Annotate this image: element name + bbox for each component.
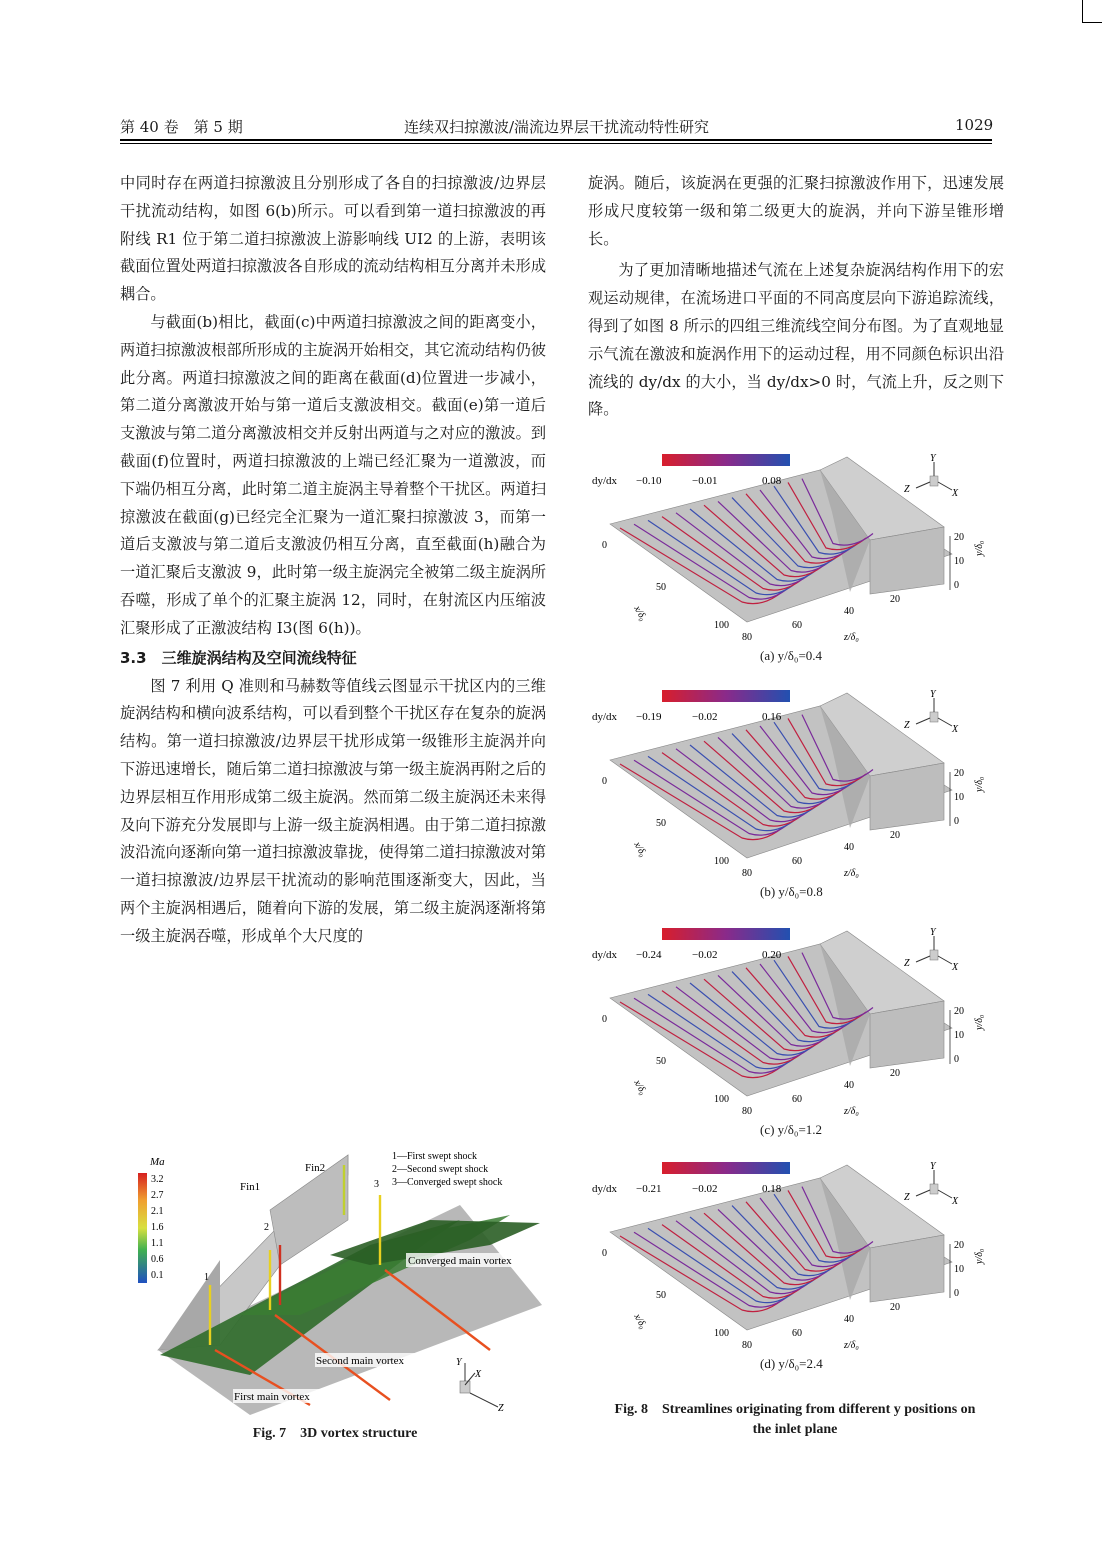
svg-text:2.1: 2.1 bbox=[151, 1206, 164, 1217]
svg-text:Y: Y bbox=[930, 453, 936, 464]
svg-text:X: X bbox=[475, 1369, 482, 1380]
x-axis-label: x/δ₀ bbox=[631, 840, 649, 859]
paragraph: 旋涡。随后，该旋涡在更强的汇聚扫掠激波作用下，迅速发展形成尺度较第一级和第二级更大的旋涡，并向下游呈锥形增长。 bbox=[588, 174, 1004, 248]
x-axis-label: x/δ₀ bbox=[631, 604, 649, 623]
y-tick: 0 bbox=[954, 1054, 959, 1065]
dydx-label: dy/dx bbox=[592, 475, 618, 487]
z-tick: 80 bbox=[742, 868, 752, 879]
svg-text:Y: Y bbox=[930, 689, 936, 700]
x-tick: 50 bbox=[656, 1290, 666, 1301]
dydx-value: 0.18 bbox=[762, 1183, 782, 1195]
dydx-colorbar bbox=[662, 690, 790, 702]
x-tick: 50 bbox=[656, 1056, 666, 1067]
svg-text:Y: Y bbox=[930, 927, 936, 938]
x-tick: 50 bbox=[656, 818, 666, 829]
section-heading: 3.3 三维旋涡结构及空间流线特征 bbox=[120, 648, 357, 667]
z-tick: 40 bbox=[844, 842, 854, 853]
paragraph: 为了更加清晰地描述气流在上述复杂旋涡结构作用下的宏观运动规律，在流场进口平面的不同高度层向下游追踪流线，得到了如图 8 所示的四组三维流线空间分布图。为了直观地显示气流在激波和旋涡作用下的运动过程，用不同颜色标识出沿流线的 dy/dx 的大小，当 dy/dx>0 时，气流上升，反之则下降。 bbox=[588, 261, 1004, 419]
x-tick: 50 bbox=[656, 582, 666, 593]
dydx-value: −0.01 bbox=[692, 475, 718, 487]
fig7-axis-triad bbox=[456, 1357, 504, 1414]
second-vortex-label: Second main vortex bbox=[316, 1355, 404, 1367]
z-axis-label: z/δ₀ bbox=[844, 1106, 859, 1117]
svg-text:1—First swept shock: 1—First swept shock bbox=[392, 1151, 477, 1162]
shock-key bbox=[392, 1151, 502, 1188]
dydx-label: dy/dx bbox=[592, 711, 618, 723]
x-tick: 0 bbox=[602, 1014, 607, 1025]
y-tick: 0 bbox=[954, 816, 959, 827]
y-tick: 10 bbox=[954, 556, 964, 567]
y-tick: 20 bbox=[954, 532, 964, 543]
svg-text:Z: Z bbox=[904, 484, 910, 495]
svg-text:Z: Z bbox=[904, 958, 910, 969]
header-title: 连续双扫掠激波/湍流边界层干扰流动特性研究 bbox=[404, 118, 710, 136]
svg-text:1.6: 1.6 bbox=[151, 1222, 164, 1233]
z-tick: 60 bbox=[792, 1328, 802, 1339]
z-tick: 40 bbox=[844, 1314, 854, 1325]
z-tick: 60 bbox=[792, 620, 802, 631]
fig8-subcaption: (b) y/δ₀=0.8 bbox=[760, 884, 823, 899]
svg-text:3—Converged swept shock: 3—Converged swept shock bbox=[392, 1177, 503, 1188]
header-volume: 第 40 卷 第 5 期 bbox=[120, 118, 243, 136]
z-tick: 60 bbox=[792, 1094, 802, 1105]
y-axis-label: y/δ₀ bbox=[974, 1248, 985, 1264]
y-tick: 20 bbox=[954, 768, 964, 779]
fig8-subcaption: (a) y/δ₀=0.4 bbox=[760, 648, 823, 663]
svg-text:Z: Z bbox=[904, 720, 910, 731]
y-tick: 10 bbox=[954, 792, 964, 803]
y-tick: 0 bbox=[954, 580, 959, 591]
converged-vortex-label: Converged main vortex bbox=[408, 1255, 512, 1267]
z-tick: 40 bbox=[844, 606, 854, 617]
y-axis-label: y/δ₀ bbox=[974, 1014, 985, 1030]
crop-mark bbox=[1082, 22, 1102, 23]
y-tick: 20 bbox=[954, 1006, 964, 1017]
svg-text:X: X bbox=[952, 1196, 959, 1207]
dydx-colorbar bbox=[662, 928, 790, 940]
paragraph: 中同时存在两道扫掠激波且分别形成了各自的扫掠激波/边界层干扰流动结构，如图 6(b)所示。可以看到第一道扫掠激波的再附线 R1 位于第二道扫掠激波上游影响线 UI2 的上游，表明该截面位置处两道扫掠激波各自形成的流动结构相互分离并未形成耦合。 bbox=[120, 174, 546, 304]
svg-text:X: X bbox=[952, 488, 959, 499]
fig8-caption-line2: the inlet plane bbox=[752, 1422, 838, 1437]
svg-text:2—Second swept shock: 2—Second swept shock bbox=[392, 1164, 489, 1175]
svg-text:X: X bbox=[952, 724, 959, 735]
x-axis-label: x/δ₀ bbox=[631, 1312, 649, 1331]
x-tick: 0 bbox=[602, 1248, 607, 1259]
x-tick: 100 bbox=[714, 856, 729, 867]
paragraph: 图 7 利用 Q 准则和马赫数等值线云图显示干扰区内的三维旋涡结构和横向波系结构，可以看到整个干扰区存在复杂的旋涡结构。第一道扫掠激波/边界层干扰形成第一级锥形主旋涡并向下游迅速增长，随后第二道扫掠激波与第一级主旋涡再附之后的边界层相互作用形成第二级主旋涡。然而第二级主旋涡还未来得及向下游充分发展即与上游一级主旋涡相遇。由于第二道扫掠激波沿流向逐渐向第一道扫掠激波靠拢，使得第二道扫掠激波对第一道扫掠激波/边界层干扰流动的影响范围逐渐变大，因此，当两个主旋涡相遇后，随着向下游的发展，第二级主旋涡逐渐将第一级主旋涡吞噬，形成单个大尺度的 bbox=[120, 676, 546, 945]
fig8-subcaption: (c) y/δ₀=1.2 bbox=[760, 1122, 823, 1137]
fig8-panel bbox=[592, 452, 1012, 657]
fig8-caption-line1: Fig. 8 Streamlines originating from different y positions on bbox=[614, 1402, 976, 1417]
y-axis-label: y/δ₀ bbox=[974, 540, 985, 556]
svg-text:Z: Z bbox=[904, 1192, 910, 1203]
dydx-colorbar bbox=[662, 454, 790, 466]
z-tick: 80 bbox=[742, 1340, 752, 1351]
shock-number-1: 1 bbox=[204, 1272, 209, 1283]
y-tick: 10 bbox=[954, 1030, 964, 1041]
svg-text:2.7: 2.7 bbox=[151, 1190, 164, 1201]
svg-text:X: X bbox=[952, 962, 959, 973]
left-column bbox=[120, 170, 546, 951]
axis-triad bbox=[904, 453, 959, 499]
fig8-panel bbox=[592, 1160, 1012, 1365]
z-tick: 20 bbox=[890, 830, 900, 841]
ma-legend-values bbox=[151, 1174, 164, 1281]
x-tick: 100 bbox=[714, 620, 729, 631]
dydx-value: −0.21 bbox=[636, 1183, 662, 1195]
dydx-value: −0.24 bbox=[636, 949, 662, 961]
dydx-value: −0.10 bbox=[636, 475, 662, 487]
dydx-value: −0.02 bbox=[692, 711, 718, 723]
dydx-colorbar bbox=[662, 1162, 790, 1174]
z-axis-label: z/δ₀ bbox=[844, 1340, 859, 1351]
svg-text:3.2: 3.2 bbox=[151, 1174, 164, 1185]
right-column bbox=[588, 170, 1004, 424]
fig8-panel bbox=[592, 688, 1012, 893]
z-axis-label: z/δ₀ bbox=[844, 632, 859, 643]
fig7-caption: Fig. 7 3D vortex structure bbox=[252, 1426, 418, 1441]
dydx-value: 0.20 bbox=[762, 949, 782, 961]
page-number: 1029 bbox=[955, 116, 994, 134]
z-axis-label: z/δ₀ bbox=[844, 868, 859, 879]
fin2-label: Fin2 bbox=[305, 1162, 326, 1174]
y-tick: 10 bbox=[954, 1264, 964, 1275]
dydx-value: −0.19 bbox=[636, 711, 662, 723]
svg-text:0.6: 0.6 bbox=[151, 1254, 164, 1265]
svg-text:0.1: 0.1 bbox=[151, 1270, 164, 1281]
svg-text:Z: Z bbox=[498, 1403, 504, 1414]
x-tick: 0 bbox=[602, 776, 607, 787]
dydx-value: −0.02 bbox=[692, 949, 718, 961]
z-tick: 20 bbox=[890, 1302, 900, 1313]
paragraph: 与截面(b)相比，截面(c)中两道扫掠激波之间的距离变小，两道扫掠激波根部所形成的主旋涡开始相交，其它流动结构仍彼此分离。两道扫掠激波之间的距离在截面(d)位置进一步减小，第二道分离激波开始与第一道后支激波相交。截面(e)第一道后支激波与第二道分离激波相交并反射出两道与之对应的激波。到截面(f)位置时，两道扫掠激波的上端已经汇聚为一道激波，而下端仍相互分离，此时第二道主旋涡主导着整个干扰区。两道扫掠激波在截面(g)已经完全汇聚为一道汇聚扫掠激波 3，而第一道后支激波与第二道后支激波仍相互分离，直至截面(h)融合为一道汇聚后支激波 9，此时第一级主旋涡完全被第二级主旋涡所吞噬，形成了单个的汇聚主旋涡 12，同时，在射流区内压缩波汇聚形成了正激波结构 I3(图 6(h))。 bbox=[120, 312, 546, 637]
svg-text:Y: Y bbox=[456, 1357, 462, 1368]
dydx-value: −0.02 bbox=[692, 1183, 718, 1195]
x-tick: 0 bbox=[602, 540, 607, 551]
axis-triad bbox=[904, 689, 959, 735]
dydx-value: 0.16 bbox=[762, 711, 782, 723]
svg-text:1.1: 1.1 bbox=[151, 1238, 164, 1249]
header-rule bbox=[120, 139, 992, 141]
z-tick: 60 bbox=[792, 856, 802, 867]
fig7-vortex-figure bbox=[130, 1145, 550, 1420]
crop-mark bbox=[1082, 0, 1083, 22]
x-axis-label: x/δ₀ bbox=[631, 1078, 649, 1097]
fig8-panel bbox=[592, 926, 1012, 1131]
z-tick: 20 bbox=[890, 1068, 900, 1079]
y-axis-label: y/δ₀ bbox=[974, 776, 985, 792]
z-tick: 80 bbox=[742, 632, 752, 643]
ma-legend-title: Ma bbox=[150, 1156, 165, 1168]
first-vortex-label: First main vortex bbox=[234, 1391, 310, 1403]
z-tick: 80 bbox=[742, 1106, 752, 1117]
z-tick: 20 bbox=[890, 594, 900, 605]
axis-triad bbox=[904, 1161, 959, 1207]
header-rule-thin bbox=[120, 143, 992, 144]
ma-colorbar bbox=[138, 1173, 147, 1283]
dydx-label: dy/dx bbox=[592, 949, 618, 961]
shock-number-2: 2 bbox=[264, 1222, 269, 1233]
svg-text:Y: Y bbox=[930, 1161, 936, 1172]
y-tick: 0 bbox=[954, 1288, 959, 1299]
shock-number-3: 3 bbox=[374, 1179, 379, 1190]
dydx-value: 0.08 bbox=[762, 475, 782, 487]
x-tick: 100 bbox=[714, 1328, 729, 1339]
dydx-label: dy/dx bbox=[592, 1183, 618, 1195]
fig8-subcaption: (d) y/δ₀=2.4 bbox=[760, 1356, 823, 1371]
x-tick: 100 bbox=[714, 1094, 729, 1105]
fin1-label: Fin1 bbox=[240, 1181, 261, 1193]
y-tick: 20 bbox=[954, 1240, 964, 1251]
z-tick: 40 bbox=[844, 1080, 854, 1091]
axis-triad bbox=[904, 927, 959, 973]
